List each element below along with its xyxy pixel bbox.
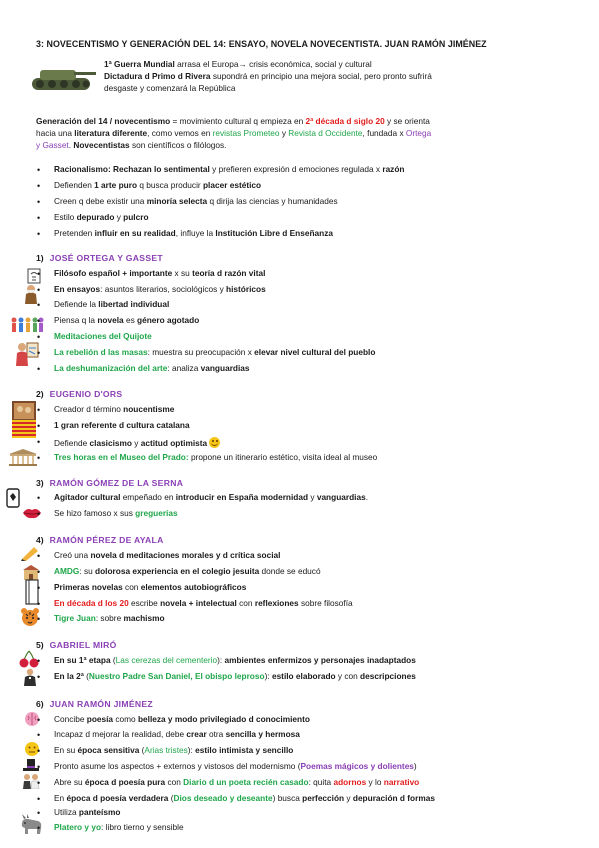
list-item: • Agitador cultural empeñado en introducir en España modernidad y vanguardias. <box>54 493 368 503</box>
gen-text: . <box>68 140 74 151</box>
painting-icon <box>12 401 36 421</box>
gen-novecentistas: Novecentistas <box>73 140 130 151</box>
list-item: • En la 2ª (Nuestro Padre San Daniel, El obispo leproso): estilo elaborado y con descripciones <box>54 672 416 682</box>
gen-text: , fundada x <box>362 128 406 139</box>
list-item: • En época d poesía verdadera (Dios deseado y deseante) busca perfección y depuración d formas <box>54 794 435 804</box>
smile-icon <box>209 437 220 448</box>
list-item: • Meditaciones del Quijote <box>54 332 152 342</box>
section-heading-miro: 5) GABRIEL MIRÓ <box>36 640 117 650</box>
list-item: • Creó una novela d meditaciones morales y d crítica social <box>54 551 280 561</box>
section-heading-dors: 2) EUGENIO D'ORS <box>36 389 123 399</box>
list-item: • Utiliza panteísmo <box>54 808 120 818</box>
section-heading-ayala: 4) RAMÓN PÉREZ DE AYALA <box>36 535 164 545</box>
list-item: • Creen q debe existir una minoría selecta q dirija las ciencias y humanidades <box>54 197 338 207</box>
list-item: • Piensa q la novela es género agotado <box>54 316 199 326</box>
list-item: • Pronto asume los aspectos + externos y vistosos del modernismo (Poemas mágicos y dolientes) <box>54 762 417 772</box>
section-heading-gomez: 3) RAMÓN GÓMEZ DE LA SERNA <box>36 478 184 488</box>
list-item: • Filósofo español + importante x su teoría d razón vital <box>54 269 265 279</box>
tank-icon <box>26 58 98 98</box>
gen-term: Generación del 14 / novecentismo <box>36 116 171 126</box>
gen-text: = movimiento cultural q empieza en <box>170 116 306 126</box>
gen-text: , como vemos en <box>147 128 213 139</box>
intro-block <box>104 60 574 95</box>
gen-literatura: literatura diferente <box>74 128 148 139</box>
gen-text: y se orienta <box>384 116 430 126</box>
list-item: • Pretenden influir en su realidad, influye la Institución Libre d Enseñanza <box>54 229 333 239</box>
list-item: • Incapaz d mejorar la realidad, debe crear otra sencilla y hermosa <box>54 730 300 740</box>
intro-ww1: 1ª Guerra Mundial <box>104 59 175 69</box>
list-item: • En su época sensitiva (Arias tristes): estilo intimista y sencillo <box>54 746 293 756</box>
list-item: • En su 1ª etapa (Las cerezas del cementerio): ambientes enfermizos y personajes inadaptados <box>54 656 416 666</box>
list-item: • Estilo depurado y pulcro <box>54 213 149 223</box>
priest-icon <box>22 668 38 686</box>
gen-gasset: y Gasset <box>36 140 69 151</box>
list-item: • Defiende la libertad individual <box>54 300 169 310</box>
museum-icon <box>8 448 38 466</box>
list-item: • La deshumanización del arte: analiza vanguardias <box>54 364 250 374</box>
list-item: • Defienden 1 arte puro q busca producir placer estético <box>54 181 261 191</box>
list-item: • Concibe poesía como belleza y modo privilegiado d conocimiento <box>54 715 310 725</box>
list-item: • Abre su época d poesía pura con Diario d un poeta recién casado: quita adornos y lo narrativo <box>54 778 419 788</box>
list-item: • En ensayos: asuntos literarios, sociológicos y históricos <box>54 285 266 295</box>
list-item: • Defiende clasicismo y actitud optimista <box>54 437 220 449</box>
list-item: • Primeras novelas con elementos autobiográficos <box>54 583 246 593</box>
list-item: • La rebelión d las masas: muestra su preocupación x elevar nivel cultural del pueblo <box>54 348 375 358</box>
list-item: • Creador d término noucentisme <box>54 405 174 415</box>
gen-ortega: Ortega <box>405 128 432 139</box>
gen-occidente: Revista d Occidente <box>288 128 363 139</box>
gen-text: son científicos o filólogos. <box>129 140 227 151</box>
list-item: • 1 gran referente d cultura catalana <box>54 421 190 431</box>
section-heading-jimenez: 6) JUAN RAMÓN JIMÉNEZ <box>36 699 153 709</box>
list-item: • Tigre Juan: sobre machismo <box>54 614 165 624</box>
intro-dictadura-text: supondrá en principio una mejora social, pero pronto sufrirá <box>210 70 432 81</box>
list-item: • Se hizo famoso x sus greguerías <box>54 509 178 519</box>
gen-text: y <box>279 128 289 139</box>
list-item: • Platero y yo: libro tierno y sensible <box>54 823 184 833</box>
phone-icon <box>6 488 20 508</box>
catalan-flag-icon <box>12 420 36 438</box>
page-title: 3: NOVECENTISMO Y GENERACIÓN DEL 14: ENSAYO, NOVELA NOVECENTISTA. JUAN RAMÓN JIMÉNEZ <box>36 39 487 49</box>
list-item: • AMDG: su dolorosa experiencia en el colegio jesuita donde se educó <box>54 567 321 577</box>
list-item: • En década d los 20 escribe novela + intelectual con reflexiones sobre filosofía <box>54 599 353 609</box>
intro-dictadura: Dictadura d Primo d Rivera <box>104 70 211 81</box>
gen-text: hacia una <box>36 128 75 139</box>
gen-prometeo: revistas Prometeo <box>212 128 280 139</box>
list-item: • Racionalismo: Rechazan lo sentimental y prefieren expresión d emociones regulada x razón <box>54 165 404 175</box>
intro-republica: desgaste y comenzará la República <box>104 82 236 93</box>
generation-paragraph <box>36 115 566 151</box>
gen-decade: 2ª década d siglo 20 <box>305 116 385 126</box>
intro-ww1-text: arrasa el Europa→ crisis económica, social y cultural <box>174 59 372 69</box>
section-heading-ortega: 1) JOSÉ ORTEGA Y GASSET <box>36 253 163 263</box>
list-item: • Tres horas en el Museo del Prado: propone un itinerario estético, visita ideal al museo <box>54 453 377 463</box>
